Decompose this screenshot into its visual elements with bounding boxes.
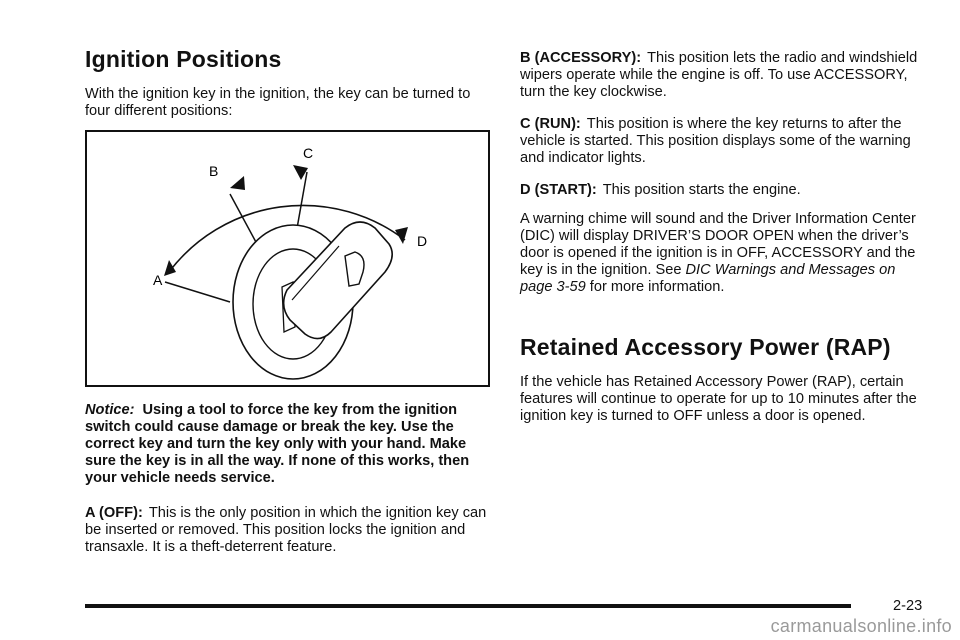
notice-label: Notice: xyxy=(85,402,135,418)
position-c-text: This position is where the key returns to after the vehicle is started. This position displays some of the warning and indicator lights. xyxy=(520,116,911,166)
label-c: C xyxy=(303,145,314,161)
position-b-paragraph xyxy=(520,50,930,101)
warning-chime-text: A warning chime will sound and the Driver Information Center (DIC) will display DRIVER’S DOOR OPEN when the driver’s door is opened if the ignition is in OFF, ACCESSORY and the key is in the ignition. See xyxy=(520,211,916,278)
notice-paragraph xyxy=(85,402,490,487)
position-c-term: C (RUN): xyxy=(520,116,581,132)
dic-warnings-link[interactable]: DIC Warnings and Messages on page 3-59 xyxy=(520,262,896,295)
position-a-term: A (OFF): xyxy=(85,505,143,521)
warning-chime-tail: for more information. xyxy=(589,279,725,295)
watermark: carmanualsonline.info xyxy=(770,616,952,636)
position-d-text: This position starts the engine. xyxy=(602,182,801,198)
label-d: D xyxy=(417,233,428,249)
page-number: 2-23 xyxy=(893,598,923,614)
arrow-d-icon xyxy=(395,227,408,244)
rap-paragraph: If the vehicle has Retained Accessory Power (RAP), certain features will continue to operate for up to 10 minutes after the ignition key is turned to OFF unless a door is opened. xyxy=(520,374,917,424)
ignition-diagram-svg xyxy=(87,132,488,385)
section-heading-ignition-positions: Ignition Positions xyxy=(85,46,282,72)
position-c-paragraph xyxy=(520,116,930,167)
arrow-a-icon xyxy=(164,260,176,276)
position-a-paragraph xyxy=(85,505,490,556)
position-b-text: This position lets the radio and windshield wipers operate while the engine is off. To use ACCESSORY, turn the key clockwise. xyxy=(520,50,918,100)
position-d-term: D (START): xyxy=(520,182,597,198)
position-b-term: B (ACCESSORY): xyxy=(520,50,642,66)
section-heading-rap: Retained Accessory Power (RAP) xyxy=(520,334,891,360)
leader-line-b xyxy=(230,194,257,244)
leader-line-a xyxy=(165,282,230,302)
warning-chime-paragraph xyxy=(520,211,930,296)
label-a: A xyxy=(153,272,163,288)
intro-paragraph: With the ignition key in the ignition, the key can be turned to four different positions: xyxy=(85,86,471,119)
position-d-paragraph xyxy=(520,182,930,199)
ignition-diagram xyxy=(85,130,490,387)
arrow-b-icon xyxy=(230,176,245,190)
position-a-text: This is the only position in which the ignition key can be inserted or removed. This position locks the ignition and transaxle. It is a theft-deterrent feature. xyxy=(85,505,487,555)
notice-body: Using a tool to force the key from the ignition switch could cause damage or break the key. Use the correct key and turn the key only with your hand. Make sure the key is in all the way. If none of this works, then your vehicle needs service. xyxy=(85,402,470,486)
label-b: B xyxy=(209,163,219,179)
footer-rule xyxy=(85,604,851,608)
